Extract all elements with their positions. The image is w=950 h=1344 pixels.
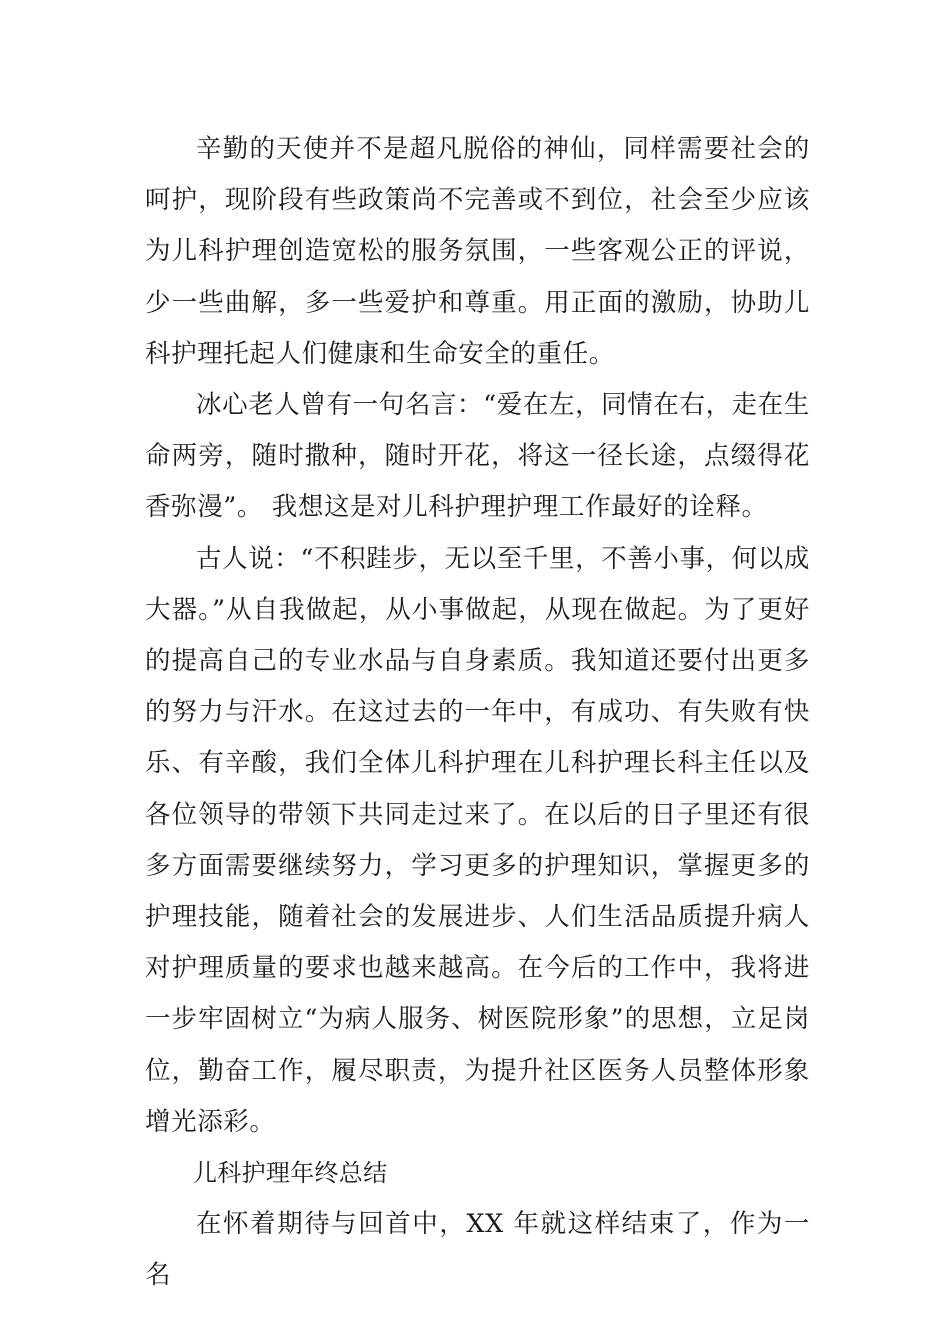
section-title: 儿科护理年终总结 <box>193 1159 388 1188</box>
document-body <box>145 124 810 1302</box>
paragraph-3: 古人说：“不积跬步，无以至千里，不善小事，何以成大器。”从自我做起，从小事做起，从现在做起。为了更好的提高自己的专业水品与自身素质。我知道还要付出更多的努力与汗水。在这过去的一年中，有成功、有失败有快乐、有辛酸，我们全体儿科护理在儿科护理长科主任以及各位领导的带领下共同走过来了。在以后的日子里还有很多方面需要继续努力，学习更多的护理知识，掌握更多的护理技能，随着社会的发展进步、人们生活品质提升病人对护理质量的要求也越来越高。在今后的工作中，我将进一步牢固树立“为病人服务、树医院形象”的思想，立足岗位，勤奋工作，履尽职责，为提升社区医务人员整体形象增光添彩。 <box>145 543 810 1137</box>
paragraph-2: 冰心老人曾有一句名言：“爱在左，同情在右，走在生命两旁，随时撒种，随时开花，将这一径长途，点缀得花香弥漫”。 我想这是对儿科护理护理工作最好的诠释。 <box>145 390 810 523</box>
paragraph-4: 在怀着期待与回首中，XX 年就这样结束了，作为一名 <box>145 1209 810 1291</box>
paragraph-1: 辛勤的天使并不是超凡脱俗的神仙，同样需要社会的呵护，现阶段有些政策尚不完善或不到位，社会至少应该为儿科护理创造宽松的服务氛围，一些客观公正的评说，少一些曲解，多一些爱护和尊重。用正面的激励，协助儿科护理托起人们健康和生命安全的重任。 <box>145 134 810 369</box>
